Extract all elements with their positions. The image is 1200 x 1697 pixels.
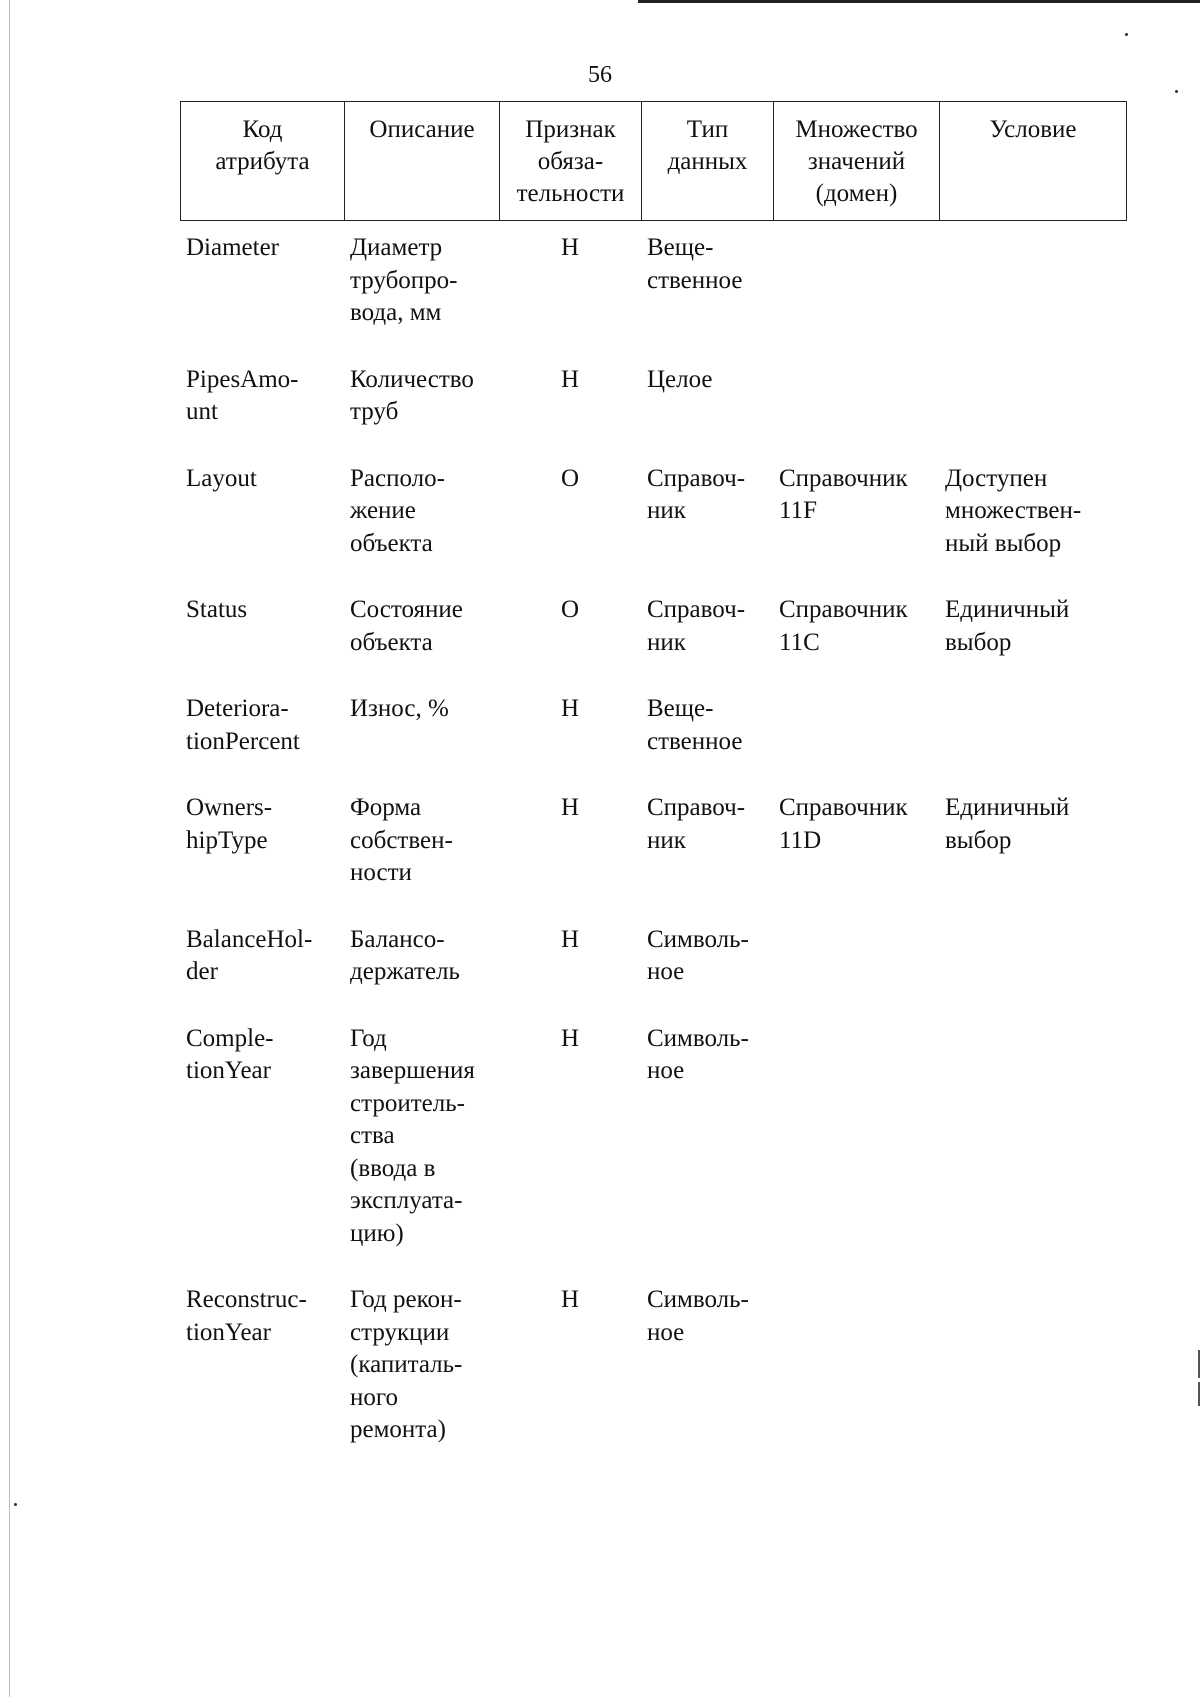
data-type: Веще- ственное <box>647 695 743 755</box>
attribute-code: Status <box>186 596 248 623</box>
data-type: Символь- ное <box>647 1024 749 1084</box>
table-row <box>180 1019 1126 1281</box>
table-row <box>180 459 1126 591</box>
required-flag: Н <box>560 794 580 821</box>
attribute-description: Год рекон- струкции (капиталь- ного ремонта) <box>350 1286 463 1443</box>
value-domain: Справочник 11C <box>779 596 908 656</box>
required-flag: Н <box>560 1024 580 1052</box>
value-domain <box>773 1019 939 1281</box>
table-row <box>180 1280 1126 1477</box>
attribute-description: Диаметр трубопро- вода, мм <box>350 234 458 326</box>
value-domain <box>773 228 939 360</box>
table-row <box>180 689 1126 788</box>
data-type: Справоч- ник <box>647 596 746 656</box>
header-row <box>181 102 1127 221</box>
table-row <box>180 788 1126 920</box>
condition <box>939 920 1126 1019</box>
header-required-flag: Признак обяза- тельности <box>500 102 642 221</box>
attribute-description: Располо- жение объекта <box>350 464 445 557</box>
condition <box>939 360 1126 459</box>
page-number: 56 <box>588 62 612 88</box>
header-value-domain: Множество значений (домен) <box>774 102 940 221</box>
value-domain <box>773 920 939 1019</box>
attribute-description: Количество труб <box>350 365 474 425</box>
header-data-type: Тип данных <box>642 102 774 221</box>
data-type: Символь- ное <box>647 1286 749 1346</box>
attribute-code: PipesAmo- unt <box>186 365 299 425</box>
table-row <box>180 920 1126 1019</box>
required-flag: О <box>560 464 580 492</box>
data-type: Символь- ное <box>647 925 749 985</box>
attribute-table <box>180 228 1126 1477</box>
required-flag: Н <box>560 365 580 393</box>
value-domain: Справочник 11F <box>779 464 908 524</box>
condition: Единичный выбор <box>945 794 1070 854</box>
data-type: Справоч- ник <box>647 464 746 524</box>
attribute-code: Comple- tionYear <box>186 1024 274 1084</box>
attribute-code: Layout <box>186 464 257 492</box>
attribute-description: Состояние объекта <box>350 596 463 656</box>
table-row <box>180 590 1126 689</box>
attribute-description: Балансо- держатель <box>350 925 460 985</box>
attribute-code: Owners- hipType <box>186 794 273 854</box>
header-condition: Условие <box>940 102 1127 221</box>
scan-speck <box>1125 33 1128 36</box>
left-edge-rule <box>9 0 10 1697</box>
condition <box>939 1019 1126 1281</box>
condition <box>939 1280 1126 1477</box>
condition: Доступен множествен- ный выбор <box>945 464 1082 557</box>
attribute-code: Deteriora- tionPercent <box>186 695 300 755</box>
data-type: Справоч- ник <box>647 794 746 854</box>
value-domain: Справочник 11D <box>779 794 908 854</box>
table-row <box>180 228 1126 360</box>
value-domain <box>773 1280 939 1477</box>
value-domain <box>773 689 939 788</box>
data-type: Целое <box>647 365 713 393</box>
required-flag: О <box>560 596 580 623</box>
scan-speck <box>14 1503 17 1506</box>
condition <box>939 228 1126 360</box>
attribute-code: Reconstruc- tionYear <box>186 1286 307 1346</box>
required-flag: Н <box>560 1286 580 1313</box>
data-type: Веще- ственное <box>647 234 743 294</box>
header-description: Описание <box>345 102 500 221</box>
attribute-code: BalanceHol- der <box>186 925 313 985</box>
condition <box>939 689 1126 788</box>
top-edge-rule <box>638 0 1200 3</box>
condition: Единичный выбор <box>945 596 1070 656</box>
table-row <box>180 360 1126 459</box>
attribute-code: Diameter <box>186 234 280 261</box>
attribute-description: Износ, % <box>350 695 449 722</box>
attribute-description: Год завершения строитель- ства (ввода в эксплуата- цию) <box>350 1024 475 1247</box>
value-domain <box>773 360 939 459</box>
required-flag: Н <box>560 695 580 722</box>
required-flag: Н <box>560 234 580 261</box>
attribute-description: Форма собствен- ности <box>350 794 453 886</box>
required-flag: Н <box>560 925 580 953</box>
table-header <box>180 101 1127 221</box>
header-attribute-code: Код атрибута <box>181 102 345 221</box>
scan-speck <box>1175 90 1178 93</box>
